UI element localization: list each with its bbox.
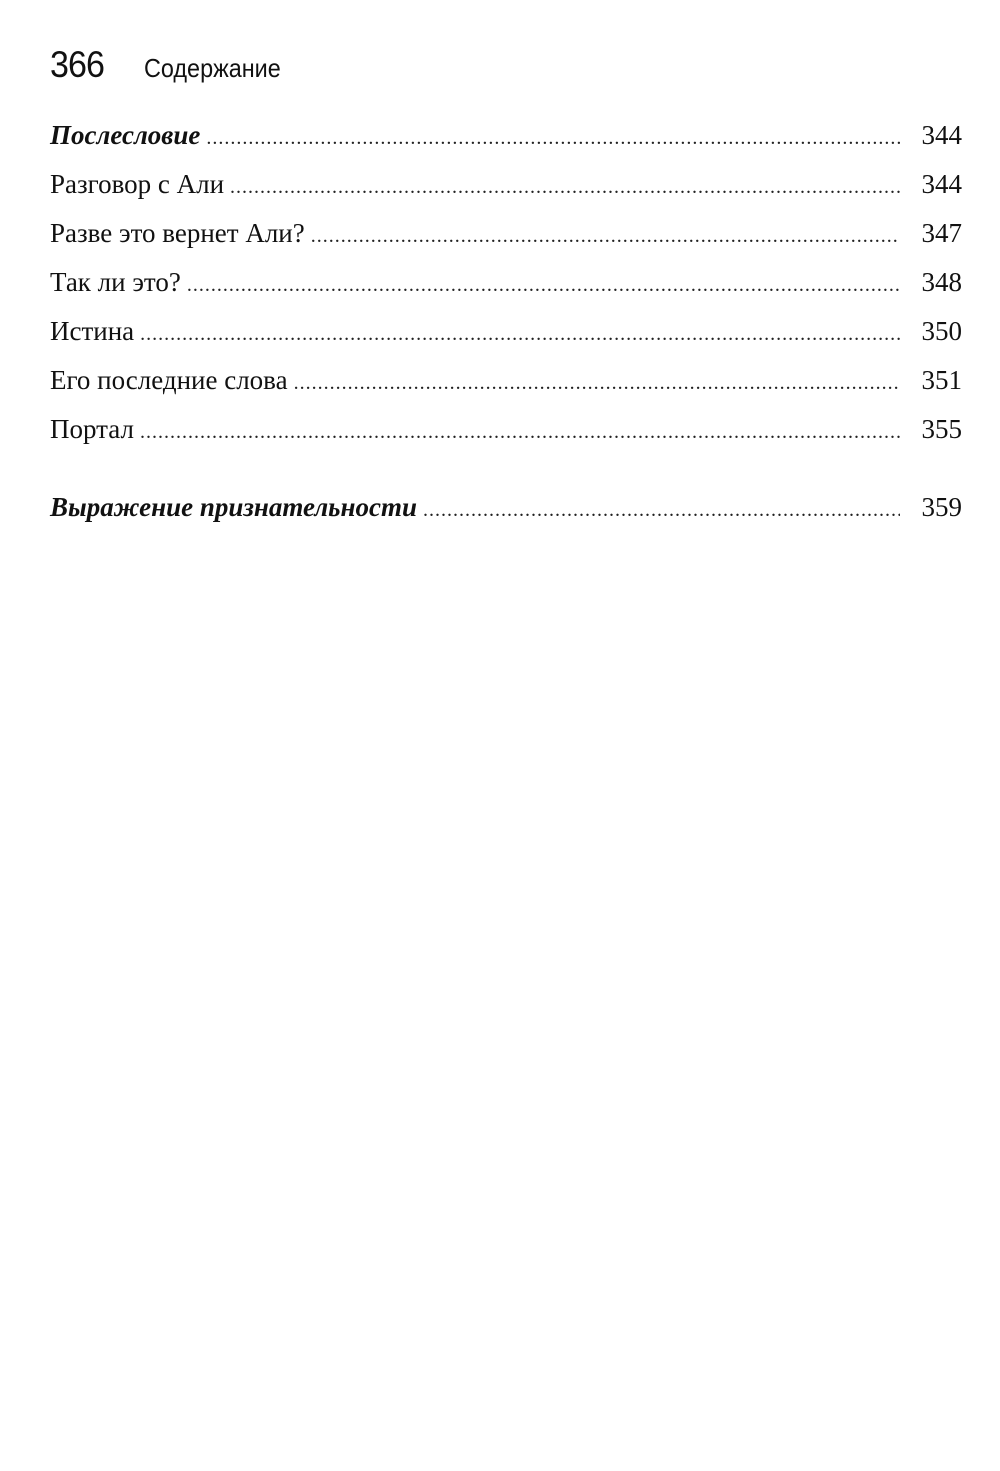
toc-entry-title: Портал: [50, 414, 134, 444]
toc-entry-acknowledgements: [50, 492, 962, 536]
toc-entry: [50, 365, 962, 409]
toc-entry-page: 350: [921, 316, 962, 346]
toc-entry-page: 351: [921, 365, 962, 395]
toc-entry-page: 348: [921, 267, 962, 297]
toc-entry-title: Послесловие: [50, 120, 201, 150]
toc-entry: [50, 267, 962, 311]
toc-entry-title: Истина: [50, 316, 135, 346]
toc-entry: [50, 169, 962, 213]
dot-leader: [140, 421, 900, 444]
dot-leader: [311, 225, 900, 248]
section-title: Содержание: [144, 53, 281, 83]
dot-leader: [230, 176, 900, 199]
page-number: 366: [50, 44, 105, 85]
toc-entry-title: Выражение признательности: [50, 492, 418, 522]
dot-leader: [423, 499, 900, 522]
toc-entry: [50, 316, 962, 360]
toc-entry-page: 359: [921, 492, 962, 522]
toc-entry-page: 344: [921, 120, 962, 150]
dot-leader: [140, 323, 900, 346]
dot-leader: [294, 372, 900, 395]
toc-entry: [50, 218, 962, 262]
toc-entry-page: 347: [921, 218, 962, 248]
toc-entry-page: 344: [921, 169, 962, 199]
toc-entry: [50, 414, 962, 458]
toc-entry-page: 355: [921, 414, 962, 444]
dot-leader: [206, 127, 900, 150]
toc-entry-title: Так ли это?: [50, 267, 181, 297]
dot-leader: [187, 274, 900, 297]
toc-entry-afterword: [50, 120, 962, 164]
toc-entry-title: Его последние слова: [50, 365, 288, 395]
toc-entry-title: Разве это вернет Али?: [50, 218, 305, 248]
running-head: [50, 44, 296, 94]
toc-entry-title: Разговор с Али: [50, 169, 225, 199]
